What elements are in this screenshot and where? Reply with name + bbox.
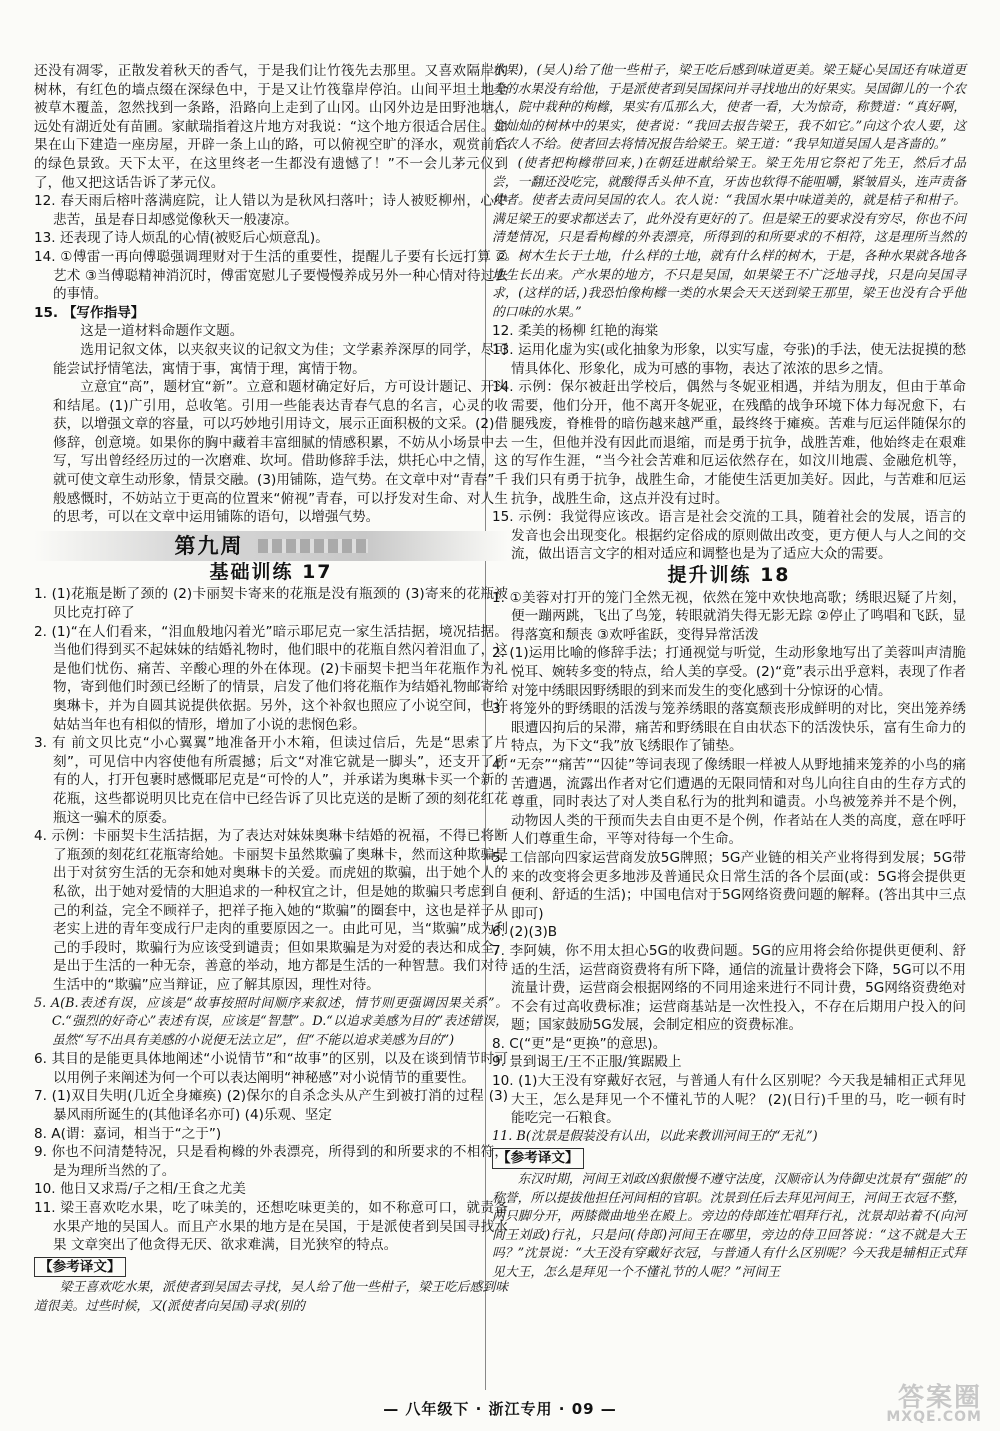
answer-7: 7. (1)双目失明(几近全身瘫痪) (2)保尔的自杀念头从产生到被打消的过程 (3)暴风雨所诞生的(其他译名亦可) (4)乐观、坚定 [34, 1088, 508, 1124]
answer-b6: 6. (2)(3)B [492, 924, 558, 941]
answer-b8: 8. C(“更”是“更换”的意思)。 [492, 1035, 667, 1052]
answer-9: 9. 你也不问清楚特况，只是看枸橼的外表漂亮，所得到的和所要求的不相符，是为理所当然的了。 [34, 1144, 508, 1179]
week-title: 第九周 [174, 533, 244, 558]
week-banner [34, 531, 508, 561]
answer-b4: 4. “无奈”“痛苦”“囚徒”等词表现了像绣眼一样被人从野地捕来笼养的小鸟的痛苦遭遇，流露出作者对它们遭遇的无限同情和对鸟儿向往自由的生存方式的尊重，同时表达了对人类自私行为的批判和谴责。小鸟被笼养并不是个例，动物因人类的干预而失去自由更不是个例，作者站在人类的高度，意在呼吁人们尊重生命，平等对待每一个生命。 [492, 756, 966, 848]
answer-8: 8. A(谓：嘉词，相当于“之于”) [34, 1125, 222, 1142]
reference-translation-label-right: 【参考译文】 [492, 1148, 584, 1169]
left-column [34, 62, 508, 1317]
answer-3: 3. 有 前文贝比克“小心翼翼”地准备开小木箱，但读过信后，先是“思索了片刻”，可见信中内容使他有所震撼；后文“对准它就是一脚头”，还支开了所有的人，打开包裹时感慨耶尼克是“可怜的人”，并承诺为奥琳卡买一个新的花瓶，这些都说明贝比克在信中已经告诉了贝比克送的是断了颈的刻花红花瓶这一骗术的原委。 [34, 735, 508, 826]
section-title-17: 基础训练 17 [209, 560, 333, 583]
reference-translation-text: 梁王喜欢吃水果，派使者到吴国去寻找，吴人给了他一些柑子，梁王吃后感到味道很美。过些时候，又(派使者向吴国)寻求(别的 [34, 1280, 508, 1314]
writing-guide-p2: 选用记叙文体，以夹叙夹议的记叙文为佳；文学素养深厚的同学，尽可能尝试抒情笔法，寓情于事，寓情于理，寓情于物。 [53, 341, 508, 377]
banner-decoration [258, 539, 368, 553]
continued-translation-right: 水果)，(吴人)给了他一些柑子，梁王吃后感到味道更美。梁王疑心吴国还有味道更美的水果没有给他，于是派使者到吴国探问并寻找地出的好果实。吴国御儿的一个农人，院中栽种的枸橼，果实有瓜那么大，使者一看，大为惊奇，称赞道：“真好啊，金灿灿的树林中的果实，使者说：“我回去报告梁王，我不如它。”向这个农人要，这个农人不给。使者回去将情况报告给梁王。梁王道：“我早知道吴国人是吝啬的。” [492, 63, 966, 153]
answer-b7: 7. 李阿姨，你不用太担心5G的收费问题。5G的应用将会给你提供更便利、舒适的生活，运营商资费将有所下降，通信的流量计费将会下降，5G可以不用流量计费，运营商会根据网络的不同用途来进行不同计费，5G网络资费绝对不会有过高收费标准；运营商基站是一次性投入，不存在后期用户投入的问题；国家鼓励5G发展，会制定相应的资费标准。 [492, 942, 966, 1034]
answer-13-right: 13. 运用化虚为实(或化抽象为形象，以实写虚，夸张)的手法，使无法捉摸的愁情具体化、形象化，成为可感的事物，表达了浓浓的思乡之情。 [492, 341, 966, 377]
writing-guide-p1: 这是一道材料命题作文题。 [80, 323, 244, 340]
answer-b5: 5. 工信部向四家运营商发放5G牌照；5G产业链的相关产业将得到发展；5G带来的改变将会更多地涉及普通民众日常生活的各个层面(或：5G将会提供更便利、舒适的生活)；中国电信对于5G网络资费问题的解释。(答出其中三点即可) [492, 849, 966, 922]
answer-15-right: 15. 示例：我觉得应该改。语言是社会交流的工具，随着社会的发展，语言的发音也会出现变化。根据约定俗成的原则做出改变，更方便人与人之间的交流，做出语言文字的相对适应和调整也是为了适应大众的需要。 [492, 509, 966, 563]
answer-2: 2. (1)“在人们看来，“泪血般地闪着光”暗示耶尼克一家生活拮据，境况拮据。当他们得到买不起妹妹的结婚礼物时，他们眼中的花瓶自然闪着泪血了，这是他们忧伤、痛苦、辛酸心理的外在体现。(2)卡丽契卡把当年花瓶作为礼物，寄到他们时颈已经断了的情景，启发了他们将花瓶作为结婚礼物邮寄给奥琳卡，并为自圆其说提供依据。另外，这个补叙也照应了小说空间，也许姑姑当年也有相似的情形，增加了小说的悲悯色彩。 [34, 623, 508, 733]
answer-12: 12. 春天雨后榕叶落满庭院，让人错以为是秋风扫落叶；诗人被贬柳州，心中悲苦，虽是春日却感觉像秋天一般凄凉。 [34, 193, 508, 228]
answer-b10: 10. (1)大王没有穿戴好衣冠，与普通人有什么区别呢？今天我是辅相正式拜见大王，怎么是拜见一个不懂礼节的人呢？ (2)(日行)千里的马，吃一顿有时能吃完一石粮食。 [492, 1073, 966, 1127]
watermark-sub: MXQE.COM [886, 1409, 982, 1425]
watermark-main: 答案圈 [897, 1383, 982, 1413]
answer-13: 13. 还表现了诗人烦乱的心情(被贬后心烦意乱)。 [34, 230, 329, 247]
answer-b9: 9. 景到谒王/王不正服/箕踞殿上 [492, 1054, 682, 1071]
answer-10: 10. 他日又求焉/子之相/王食之尤美 [34, 1181, 246, 1198]
answer-5: 5. A(B.表述有误，应该是“故事按照时间顺序来叙述，情节则更强调因果关系”。C.“强烈的好奇心”表述有误，应该是“智慧”。D.“以追求美感为目的”表述错误，虽然“写不出具有美感的小说便无法立足”，但“不能以追求美感为目的”) [34, 995, 508, 1048]
answer-b2: 2. (1)运用比喻的修辞手法；打通视觉与听觉，生动形象地写出了美蓉叫声清脆悦耳、婉转多变的特点，给人美的享受。(2)“竟”表示出乎意料，表现了作者对笼中绣眼因野绣眼的到来而发生的变化感到十分惊讶的心情。 [492, 645, 966, 699]
writing-guide-p3: 立意宜“高”，题材宜“新”。立意和题材确定好后，方可设计题记、开头和结尾。(1)广引用，总收笔。引用一些能表达青春气息的名言，心灵的收获，以增强文章的容量，可以巧妙地引用诗文，展示正面积极的文采。(2)借修辞，创意境。如果你的胸中藏着丰富细腻的情感积累，不妨从小场景中去写，写出曾经经历过的一次磨难、坎坷。借助修辞手法，烘托心中之情，这就可使文章生动形象，情景交融。(3)用铺陈，造气势。在文章中对“青春”千般感慨时，不妨站立于更高的位置来“俯视”青春，可以抒发对生命、对人生的思考，可以在文章中运用铺陈的语句，以增强气势。 [53, 379, 508, 526]
answer-b3: 3. 将笼外的野绣眼的活泼与笼养绣眼的落寞颓丧形成鲜明的对比，突出笼养绣眼遭囚拘后的呆滞，痛苦和野绣眼在自由状态下的活泼快乐，富有生命力的特点，为下文“我”放飞绣眼作了铺垫。 [492, 701, 966, 755]
answer-4: 4. 示例：卡丽契卡生活拮据，为了表达对妹妹奥琳卡结婚的祝福，不得已将断了瓶颈的刻花红花瓶寄给她。卡丽契卡虽然欺骗了奥琳卡，然而这种欺骗是出于对贫穷生活的无奈和她对奥琳卡的关爱。而虎妞的欺骗，出于她个人的私欲，出于她对爱情的大胆追求的一种权宜之计，但是她的欺骗只考虑到自己的利益，完全不顾祥子，把祥子拖入她的“欺骗”的圈套中，这也是祥子从老实上进的青年变成行尸走肉的重要原因之一。由此可见，当“欺骗”成为利己的手段时，欺骗行为应该受到谴责；但如果欺骗是为对爱的表达和成全，是出于生活的一种无奈，善意的举动，地方都是生活的一种智慧。我们对待生活中的“欺骗”应当辩证，应了解其原因，理性对待。 [34, 828, 508, 993]
continued-translation: 还没有凋零，正散发着秋天的香气，于是我们让竹筏先去那里。又喜欢隔岸的树林，有红色的墙点缀在深绿色中，于是又让竹筏靠岸停泊。山间平坦土地全被草木覆盖，忽然找到一条路，沿路向上走到了山冈。山冈外边是田野池塘，远处有湖近处有苗圃。家献瑞指着这片地方对我说：“这个地方很适合居住。如果在山下建造一座房屋，开辟一条上山的路，可以俯视空旷的泽水，观赏前后的绿色景致。天下太平，在这里终老一生都没有遗憾了！”不一会儿茅元仪到了，他又把这话告诉了茅元仪。 [34, 63, 508, 191]
right-column [492, 62, 966, 1283]
answer-14: 14. ①傅雷一再向傅聪强调理财对于生活的重要性，提醒儿子要有长远打算 ②艺术 ③当傅聪精神消沉时，傅雷宽慰儿子要慢慢养成另外一种心情对待过去的事情。 [34, 248, 508, 303]
answer-11: 11. 梁王喜欢吃水果，吃了味美的，还想吃味更美的，如不称意可口，就责备水果产地的吴国人。而且产水果的地方是在吴国，于是派使者到吴国寻找水果 文章突出了他贪得无厌、欲求难满，目光狭窄的特点。 [34, 1200, 508, 1254]
answer-b1: 1. ①美蓉对打开的笼门全然无视，依然在笼中欢快地高歌；绣眼迟疑了片刻，便一蹦两跳，飞出了鸟笼，转眼就消失得无影无踪 ②停止了鸣唱和飞跃，显得落寞和颓丧 ③欢呼雀跃，变得异常活泼 [492, 589, 966, 643]
answer-b11: 11. B(沈景是假装没有认出，以此来教训河间王的“无礼”) [492, 1128, 818, 1144]
watermark-logo [822, 1385, 982, 1425]
page-footer: — 八年级下 · 浙江专用 · 09 — [383, 1400, 617, 1418]
answer-12-right: 12. 柔美的杨柳 红艳的海棠 [492, 323, 659, 340]
translation-paragraph-2: (使者把枸橼带回来，)在朝廷进献给梁王。梁王先用它祭祀了先王，然后才品尝，一翻还没吃完，就酸得舌头伸不直，牙齿也软得不能咀嚼，紧皱眉头，连声责备使者。使者去责问吴国的农人。农人说：“我国水果中味道美的，就是桔子和柑子。满足梁王的要求都送去了，此外没有更好的了。但是梁王的要求没有穷尽，你也不问清楚情况，只是看枸橼的外表漂亮，所得到的和所要求的不相符，这是理所当然的了。树木生长于土地，什么样的土地，就有什么样的树木，于是，各种水果就各地各地生长出来。产水果的地方，不只是吴国，如果梁王不广泛地寻找，只是向吴国寻求，(这样的话，)我恐怕像枸橼一类的水果会天天送到梁王那里，梁王也没有合乎他的口味的水果。” [492, 155, 966, 320]
reference-translation-text-right: 东汉时期，河间王刘政凶狠傲慢不遵守法度，汉顺帝认为侍御史沈景有“强能”的称誉，所以提拔他担任河间相的官职。沈景到任后去拜见河间王，河间王衣冠不整，两只脚分开，两膝微曲地坐在殿上。旁边的侍郎连忙唱拜行礼，沈景却站着不(向河间王刘政)行礼，只是问(侍郎)河间王在哪里，旁边的侍卫回答说：“这不就是大王吗？”沈景说：“大王没有穿戴好衣冠，与普通人有什么区别呢？今天我是辅相正式拜见大王，怎么是拜见一个不懂礼节的人呢？”河间王 [492, 1172, 966, 1280]
section-title-18: 提升训练 18 [667, 564, 791, 587]
answer-14-right: 14. 示例：保尔被赶出学校后，偶然与冬妮亚相遇，并结为朋友，但由于革命需要，他们分开，他不离开冬妮亚，在残酷的战争环境下体力每况愈下，右腿残废，脊椎骨的暗伤越来越严重，最终终于瘫痪。苦难与厄运伴随保尔的一生，但他并没有因此而退缩，而是勇于抗争，战胜苦难，他始终走在艰难的写作生涯，“当今社会苦难和厄运依然存在，如汶川地震、金融危机等，我们只有勇于抗争，战胜生命，才能使生活更加美好。因此，与苦难和厄运抗争，战胜生命，这点并没有过时。 [492, 379, 966, 507]
answer-6: 6. 其目的是能更具体地阐述“小说情节”和“故事”的区别，以及在谈到情节时可以用例子来阐述为何一个可以表达阐明“神秘感”对小说情节的重要性。 [34, 1051, 508, 1086]
answer-1: 1. (1)花瓶是断了颈的 (2)卡丽契卡寄来的花瓶是没有瓶颈的 (3)寄来的花瓶被贝比克打碎了 [34, 586, 508, 622]
answer-15-label: 15. 【写作指导】 [34, 304, 145, 321]
reference-translation-label: 【参考译文】 [34, 1257, 126, 1278]
